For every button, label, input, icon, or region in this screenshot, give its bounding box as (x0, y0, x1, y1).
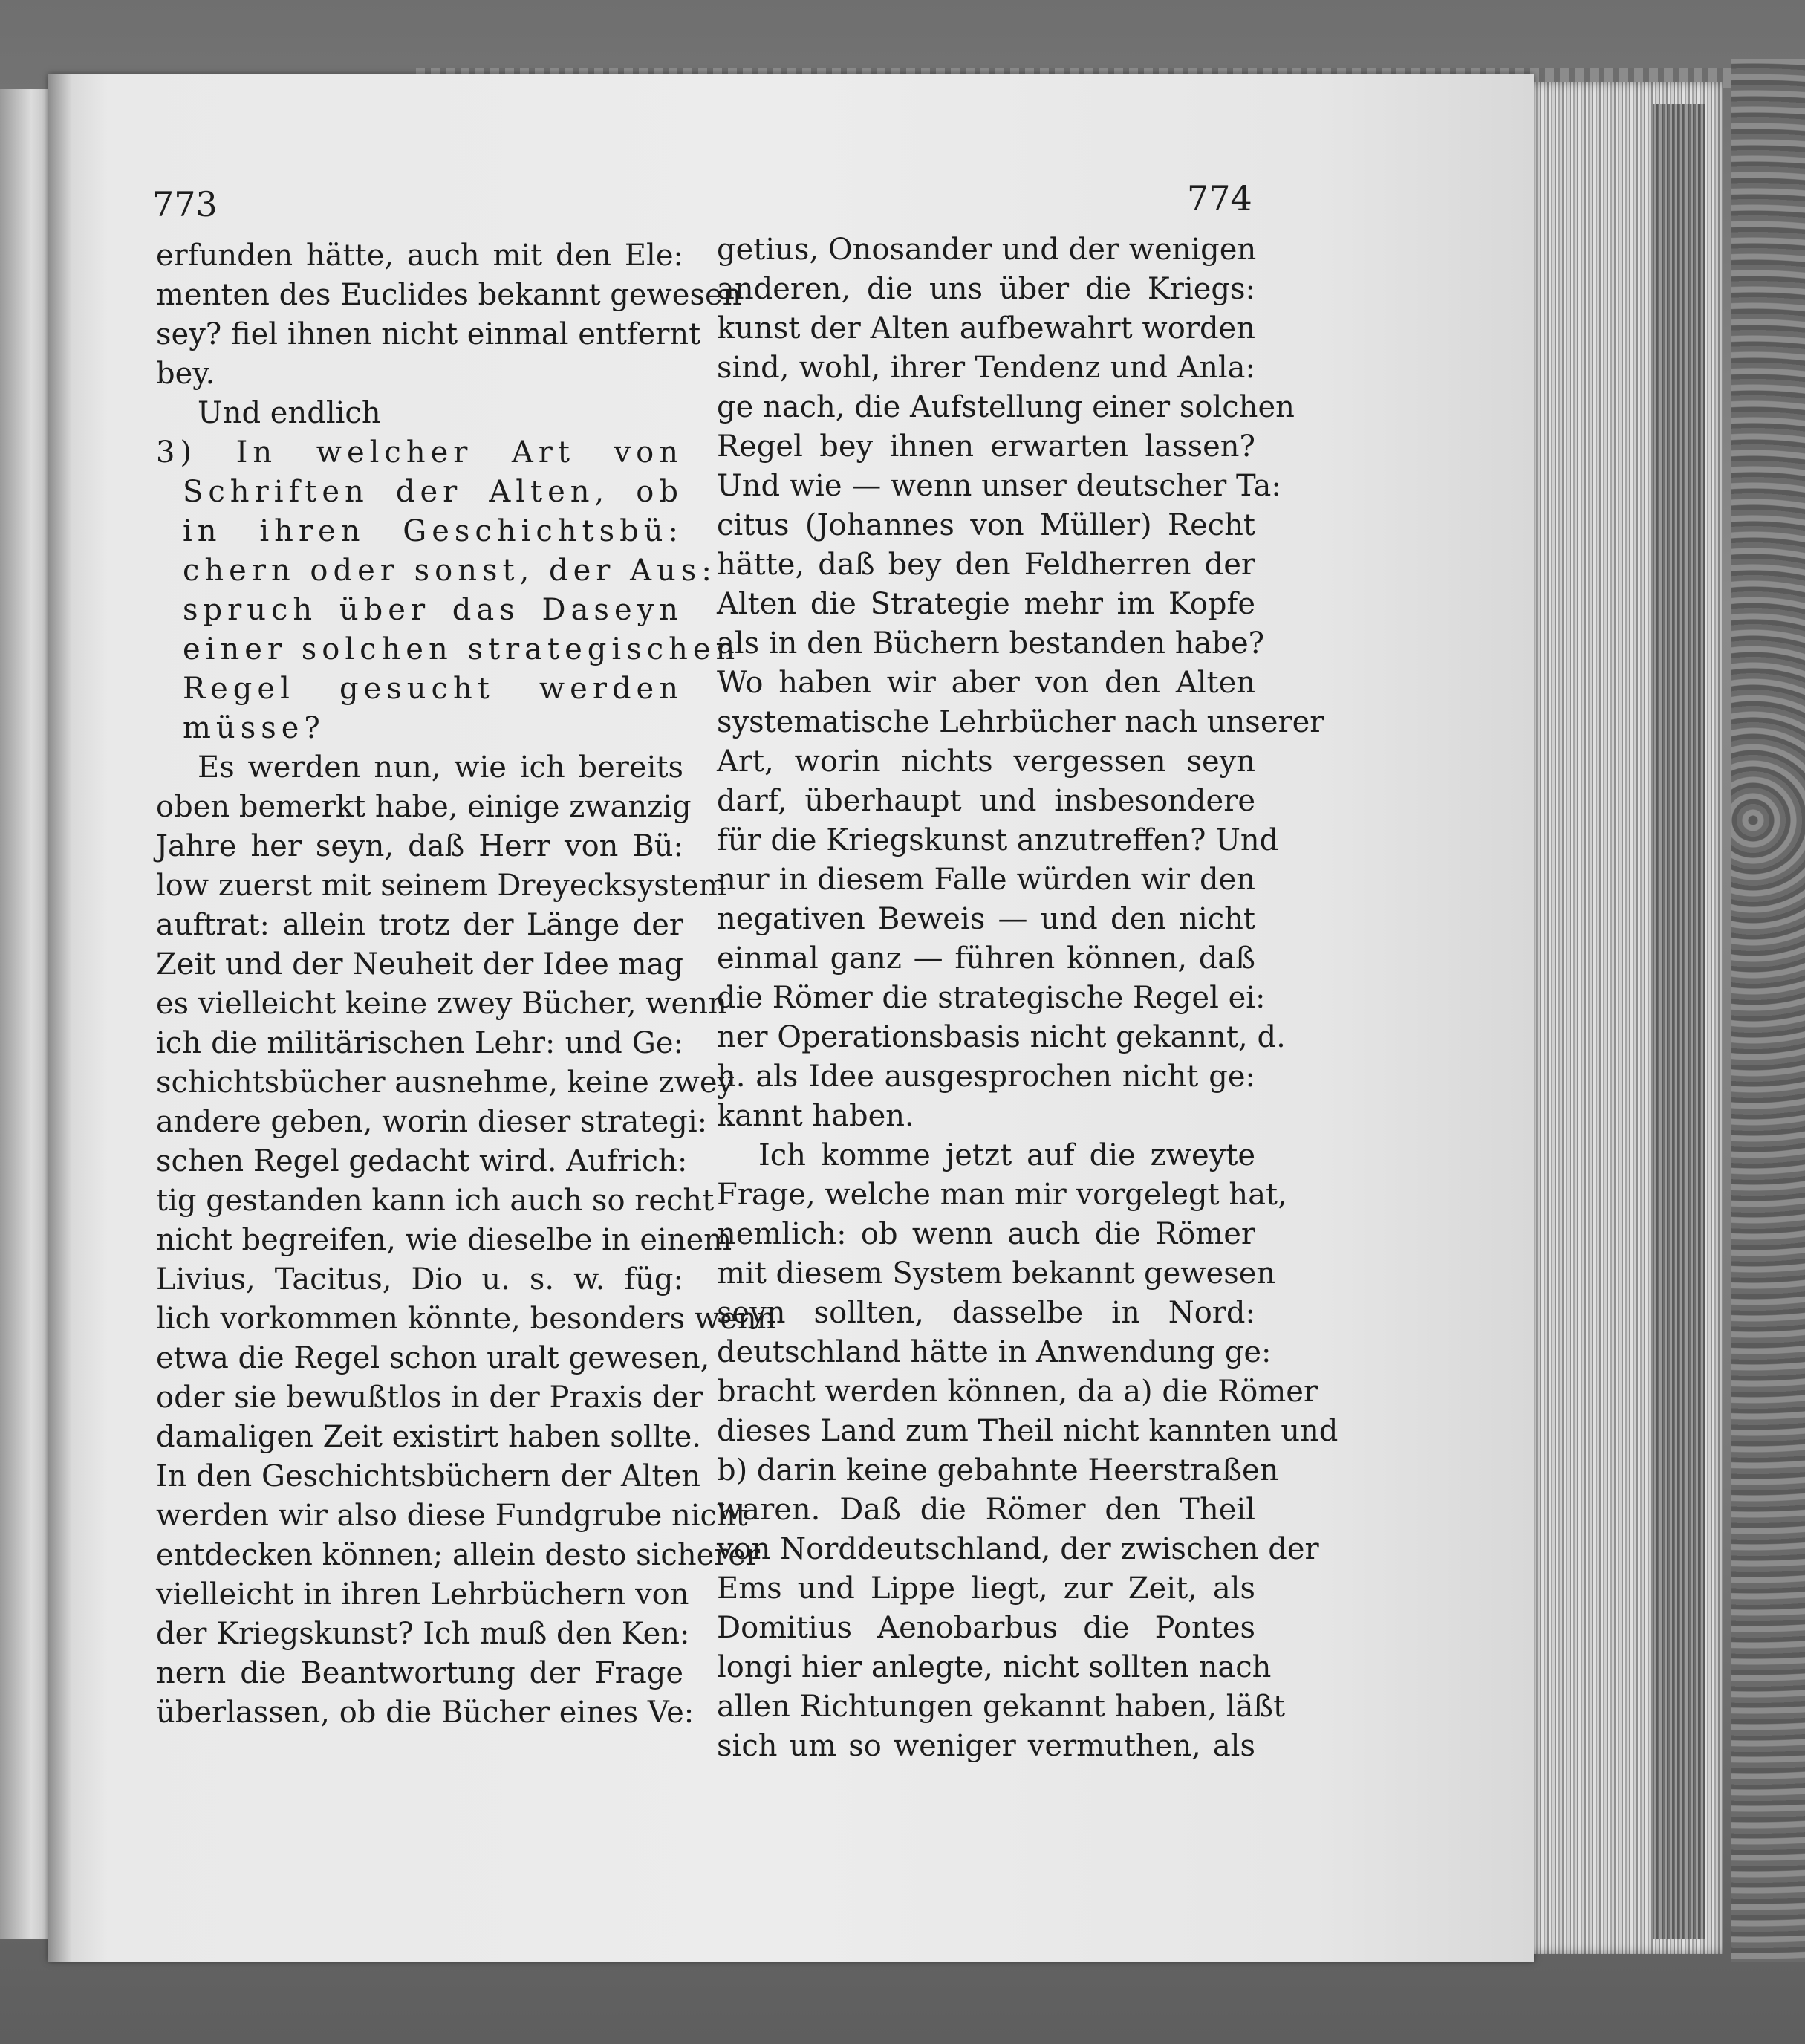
text-line: nemlich: ob wenn auch die Römer (717, 1217, 1255, 1251)
text-line: nicht begreifen, wie dieselbe in einem (156, 1223, 732, 1257)
text-line: ich die militärischen Lehr: und Ge: (156, 1026, 683, 1060)
text-line: für die Kriegskunst anzutreffen? Und (717, 823, 1279, 857)
text-line: schichtsbücher ausnehme, keine zwey (156, 1065, 735, 1100)
text-line: in ihren Geschichtsbü: (183, 514, 683, 548)
text-line: Zeit und der Neuheit der Idee mag (156, 947, 683, 982)
text-line: lich vorkommen könnte, besonders wenn (156, 1302, 776, 1336)
text-line: Es werden nun, wie ich bereits (198, 750, 683, 785)
text-line: überlassen, ob die Bücher eines Ve: (156, 1696, 695, 1730)
text-line: Wo haben wir aber von den Alten (717, 666, 1255, 700)
text-line: Livius, Tacitus, Dio u. s. w. füg: (156, 1262, 683, 1297)
text-line: kannt haben. (717, 1099, 914, 1133)
text-line: schen Regel gedacht wird. Aufrich: (156, 1144, 688, 1178)
text-line: chern oder sonst, der Aus: (183, 554, 717, 588)
text-line: longi hier anlegte, nicht sollten nach (717, 1650, 1272, 1684)
text-line: anderen, die uns über die Kriegs: (717, 272, 1255, 306)
text-line: entdecken können; allein desto sicherer (156, 1538, 761, 1572)
text-line: Ich komme jetzt auf die zweyte (758, 1138, 1255, 1172)
text-line: etwa die Regel schon uralt gewesen, (156, 1341, 710, 1375)
text-line: bey. (156, 357, 215, 391)
text-line: allen Richtungen gekannt haben, läßt (717, 1690, 1286, 1724)
text-line: tig gestanden kann ich auch so recht (156, 1184, 715, 1218)
text-line: müsse? (183, 711, 325, 745)
text-line: mit diesem System bekannt gewesen (717, 1256, 1276, 1291)
marbled-cover (1731, 59, 1805, 1962)
text-line: h. als Idee ausgesprochen nicht ge: (717, 1060, 1255, 1094)
page-number-right: 774 (1187, 178, 1252, 218)
text-line: auftrat: allein trotz der Länge der (156, 908, 683, 942)
text-line: Schriften der Alten, ob (183, 475, 683, 509)
left-text-column (156, 236, 776, 1733)
text-line: Jahre her seyn, daß Herr von Bü: (156, 829, 683, 863)
text-line: der Kriegskunst? Ich muß den Ken: (156, 1617, 690, 1651)
text-line: Regel gesucht werden (183, 672, 683, 706)
text-line: darf, überhaupt und insbesondere (717, 784, 1255, 818)
text-line: menten des Euclides bekannt gewesen (156, 278, 742, 312)
text-line: Alten die Strategie mehr im Kopfe (717, 587, 1255, 621)
previous-page-edge (0, 89, 52, 1939)
text-line: deutschland hätte in Anwendung ge: (717, 1335, 1272, 1369)
text-line: werden wir also diese Fundgrube nicht (156, 1499, 748, 1533)
text-line: von Norddeutschland, der zwischen der (717, 1532, 1319, 1566)
text-line: In den Geschichtsbüchern der Alten (156, 1459, 701, 1493)
page-number-left: 773 (152, 184, 218, 224)
text-line: sich um so weniger vermuthen, als (717, 1729, 1255, 1763)
text-line: b) darin keine gebahnte Heerstraßen (717, 1453, 1279, 1487)
page-gutter (48, 74, 71, 1962)
text-line: Ems und Lippe liegt, zur Zeit, als (717, 1571, 1255, 1606)
text-line: Art, worin nichts vergessen seyn (717, 744, 1255, 779)
text-line: negativen Beweis — und den nicht (717, 902, 1255, 936)
text-line: Domitius Aenobarbus die Pontes (717, 1611, 1255, 1645)
text-line: nur in diesem Falle würden wir den (717, 863, 1255, 897)
text-line: Und wie — wenn unser deutscher Ta: (717, 469, 1281, 503)
text-line: bracht werden können, da a) die Römer (717, 1375, 1318, 1409)
text-line: low zuerst mit seinem Dreyecksystem (156, 869, 727, 903)
text-line: seyn sollten, dasselbe in Nord: (717, 1296, 1255, 1330)
text-line: es vielleicht keine zwey Bücher, wenn (156, 987, 727, 1021)
text-line: systematische Lehrbücher nach unserer (717, 705, 1324, 739)
text-line: einmal ganz — führen können, daß (717, 941, 1255, 976)
text-line: waren. Daß die Römer den Theil (717, 1493, 1255, 1527)
text-line: getius, Onosander und der wenigen (717, 233, 1257, 267)
page-edges-shadow (1653, 104, 1705, 1939)
text-line: dieses Land zum Theil nicht kannten und (717, 1414, 1339, 1448)
text-line: ge nach, die Aufstellung einer solchen (717, 390, 1295, 424)
text-line: als in den Büchern bestanden habe? (717, 626, 1265, 661)
text-line: oben bemerkt habe, einige zwanzig (156, 790, 692, 824)
text-line: sey? fiel ihnen nicht einmal entfernt (156, 317, 701, 351)
text-line: andere geben, worin dieser strategi: (156, 1105, 708, 1139)
text-line: sind, wohl, ihrer Tendenz und Anla: (717, 351, 1255, 385)
text-line: damaligen Zeit existirt haben sollte. (156, 1420, 701, 1454)
text-line: kunst der Alten aufbewahrt worden (717, 311, 1255, 345)
text-line: ner Operationsbasis nicht gekannt, d. (717, 1020, 1286, 1054)
text-line: 3) In welcher Art von (156, 435, 683, 470)
text-line: erfunden hätte, auch mit den Ele: (156, 239, 683, 273)
text-line: Frage, welche man mir vorgelegt hat, (717, 1178, 1287, 1212)
text-line: spruch über das Daseyn (183, 593, 683, 627)
text-line: hätte, daß bey den Feldherren der (717, 548, 1255, 582)
text-line: Regel bey ihnen erwarten lassen? (717, 429, 1255, 464)
text-line: nern die Beantwortung der Frage (156, 1656, 683, 1690)
text-line: einer solchen strategischen (183, 632, 741, 666)
text-line: Und endlich (198, 396, 381, 430)
text-line: vielleicht in ihren Lehrbüchern von (156, 1577, 689, 1612)
text-line: die Römer die strategische Regel ei: (717, 981, 1266, 1015)
right-text-column (717, 230, 1339, 1766)
text-line: oder sie bewußtlos in der Praxis der (156, 1380, 703, 1415)
text-line: citus (Johannes von Müller) Recht (717, 508, 1255, 542)
